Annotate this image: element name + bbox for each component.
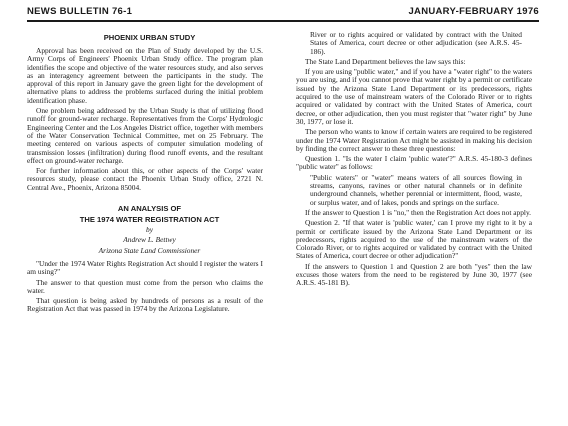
section-title-analysis-line2: THE 1974 WATER REGISTRATION ACT [79,215,220,225]
bulletin-number: NEWS BULLETIN 76-1 [27,6,133,17]
paragraph: If the answer to Question 1 is "no," then the Registration Act does not apply. [305,207,532,217]
paragraph: The answer to that question must come from the person who claims the water. [27,277,263,295]
author-name: Andrew L. Bettwy [123,235,176,245]
quote-continuation: River or to rights acquired or validated by contract with the United States of America, court decree or other adjudication (see A.R.S. 45-186). [310,30,522,56]
byline-by: by [146,225,153,235]
paragraph: For further information about this, or other aspects of the Corps' water resources study, please contact the Phoenix Urban Study office, 2721 N. Central Ave., Phoenix, Arizona 85004. [27,166,263,192]
paragraph: Question 2. "If that water is 'public water,' can I prove my right to it by a permit or certificate issued by the Arizona State Land Department or its predecessors, rights acquired to the use of the mainstream waters of the Colorado River, or to rights acquired or validated by contract with the United States of America, court decree or other adjudication?" [296,218,532,261]
paragraph: If the answers to Question 1 and Question 2 are both "yes" then the law excuses those waters from the need to be registered by June 30, 1977 (see A.R.S. 45-181 B). [296,261,532,288]
quote-text: "Public waters" or "water" means waters of all sources flowing in streams, canyons, ravines or other natural channels or in definite underground channels, whether perennial or intermittent, flood, waste, or surplus water, and of lakes, ponds and springs on the surface. [310,172,522,207]
author-title: Arizona State Land Commissioner [98,245,201,255]
paragraph: Approval has been received on the Plan of Study developed by the U.S. Army Corps of Engineers' Phoenix Urban Study office. The program plan identifies the scope and objective of the water resources study, and also serves as an interagency agreement between the participants in the study. The approval of this report in January gave the green light for the development of alternative plans to address the problems surfaced during the initial problem identification phase. [27,46,263,105]
header-rule [27,20,539,22]
bulletin-header [27,6,539,17]
paragraph: Question 1. "Is the water I claim 'public water'?" A.R.S. 45-180-3 defines "public water" as follows: [296,154,532,172]
paragraph: If you are using "public water," and if you have a "water right" to the waters you are using, and if you cannot prove that water right by a permit or certificate issued by the Arizona State Land Department or its predecessors, rights acquired to the use of mainstream waters of the Colorado River or to rights acquired or validated by contract with the United States of America, court decree, or other adjudication, then you must register that "water right" by June 30, 1977, or lose it. [296,67,532,126]
paragraph: The State Land Department believes the law says this: [305,56,466,66]
paragraph: The person who wants to know if certain waters are required to be registered under the 1974 Water Registration Act might be assisted in making his decision by finding the correct answer to these three questions: [296,127,532,153]
paragraph: That question is being asked by hundreds of persons as a result of the Registration Act that was passed in 1974 by the Arizona Legislature. [27,296,263,314]
paragraph: One problem being addressed by the Urban Study is that of utilizing flood runoff for ground-water recharge. Representatives from the Corps' Hydrologic Engineering Center and the Los Angeles District office, together with members of the Water Conservation Technical Committee, met on 25 February. The meeting centered on various aspects of computer simulation modeling of transmission losses (infiltration) during flood runoff events, and the resultant effect on ground-water recharge. [27,106,263,165]
continued-quote [310,31,522,56]
block-quote [310,174,522,207]
section-title-urban-study: PHOENIX URBAN STUDY [103,33,196,42]
section-title-analysis-line1: AN ANALYSIS OF [117,204,182,214]
paragraph: "Under the 1974 Water Rights Registration Act should I register the waters I am using?" [27,258,263,277]
bulletin-date: JANUARY-FEBRUARY 1976 [408,6,539,17]
right-column [296,31,532,290]
left-column [27,31,263,316]
